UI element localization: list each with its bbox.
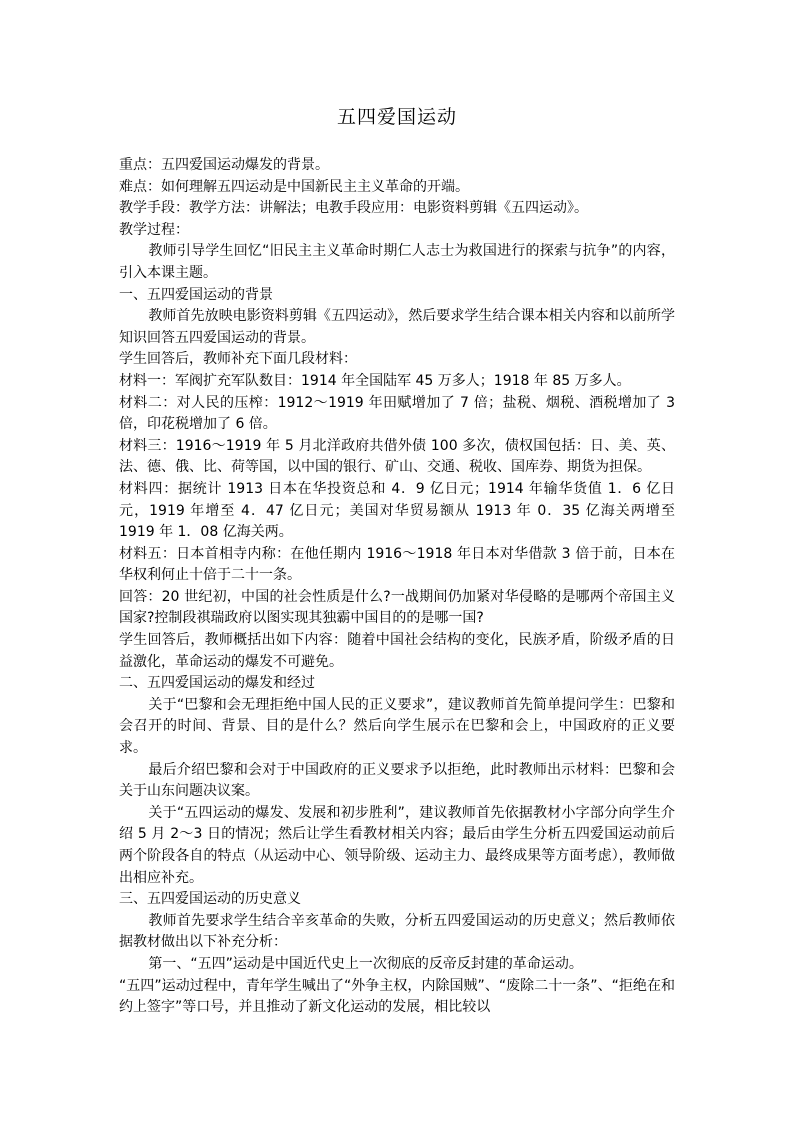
document-paragraph: 关于“五四运动的爆发、发展和初步胜利”，建议教师首先依据教材小字部分向学生介绍 5 月 2～3 日的情况；然后让学生看教材相关内容；最后由学生分析五四爱国运动前后两个阶段各自的特点（从运动中心、领导阶级、运动主力、最终成果等方面考虑），教师做出相应补充。: [119, 804, 675, 886]
document-paragraph: 回答：20 世纪初，中国的社会性质是什么?一战期间仍加紧对华侵略的是哪两个帝国主义国家?控制段祺瑞政府以图实现其独霸中国目的的是哪一国?: [119, 588, 675, 627]
document-paragraph: 一、五四爱国运动的背景: [119, 286, 273, 303]
document-paragraph: 材料五：日本首相寺内称：在他任期内 1916～1918 年日本对华借款 3 倍于前，日本在华权利何止十倍于二十一条。: [119, 545, 675, 584]
document-paragraph: 材料一：军阀扩充军队数目：1914 年全国陆军 45 万多人；1918 年 85 万多人。: [119, 372, 631, 389]
document-paragraph: 教学手段：教学方法：讲解法；电教手段应用：电影资料剪辑《五四运动》。: [119, 200, 588, 217]
document-paragraph: 材料四：据统计 1913 日本在华投资总和 4．9 亿日元；1914 年输华货值 1．6 亿日元，1919 年增至 4．47 亿日元；美国对华贸易额从 1913 年 0．35 亿海关两增至 1919 年 1．08 亿海关两。: [119, 480, 675, 541]
document-paragraph: 三、五四爱国运动的历史意义: [119, 891, 301, 908]
document-paragraph: 二、五四爱国运动的爆发和经过: [119, 675, 315, 692]
document-paragraph: 难点：如何理解五四运动是中国新民主主义革命的开端。: [119, 178, 469, 195]
document-paragraph: 学生回答后，教师概括出如下内容：随着中国社会结构的变化，民族矛盾，阶级矛盾的日益激化，革命运动的爆发不可避免。: [119, 632, 675, 670]
document-paragraph: 学生回答后，教师补充下面几段材料：: [119, 351, 357, 368]
document-paragraph: 教师引导学生回忆“旧民主主义革命时期仁人志士为救国进行的探索与抗争”的内容，引入本课主题。: [119, 243, 675, 281]
document-paragraph: 材料二：对人民的压榨：1912～1919 年田赋增加了 7 倍；盐税、烟税、酒税增加了 3 倍，印花税增加了 6 倍。: [119, 394, 675, 433]
document-paragraph: 教师首先要求学生结合辛亥革命的失败，分析五四爱国运动的历史意义；然后教师依据教材做出以下补充分析：: [119, 912, 675, 951]
document-paragraph: 关于“巴黎和会无理拒绝中国人民的正义要求”，建议教师首先简单提问学生：巴黎和会召开的时间、背景、目的是什么？然后向学生展示在巴黎和会上，中国政府的正义要求。: [119, 696, 675, 757]
document-paragraph: 最后介绍巴黎和会对于中国政府的正义要求予以拒绝，此时教师出示材料：巴黎和会关于山东问题决议案。: [119, 761, 675, 800]
document-paragraph: 材料三：1916～1919 年 5 月北洋政府共借外债 100 多次，债权国包括：日、美、英、法、德、俄、比、荷等国，以中国的银行、矿山、交通、税收、国库券、期货为担保。: [119, 437, 675, 476]
document-paragraph: “五四”运动过程中，青年学生喊出了“外争主权，内除国贼”、“废除二十一条”、“拒绝在和约上签字”等口号，并且推动了新文化运动的发展，相比较以: [119, 977, 675, 1016]
document-paragraph: 第一、“五四”运动是中国近代史上一次彻底的反帝反封建的革命运动。: [148, 955, 583, 972]
document-title: 五四爱国运动: [336, 106, 457, 128]
document-paragraph: 教师首先放映电影资料剪辑《五四运动》，然后要求学生结合课本相关内容和以前所学知识回答五四爱国运动的背景。: [119, 308, 675, 346]
document-paragraph: 教学过程：: [119, 221, 189, 238]
document-paragraph: 重点：五四爱国运动爆发的背景。: [119, 157, 329, 173]
document-body: [119, 155, 675, 1019]
